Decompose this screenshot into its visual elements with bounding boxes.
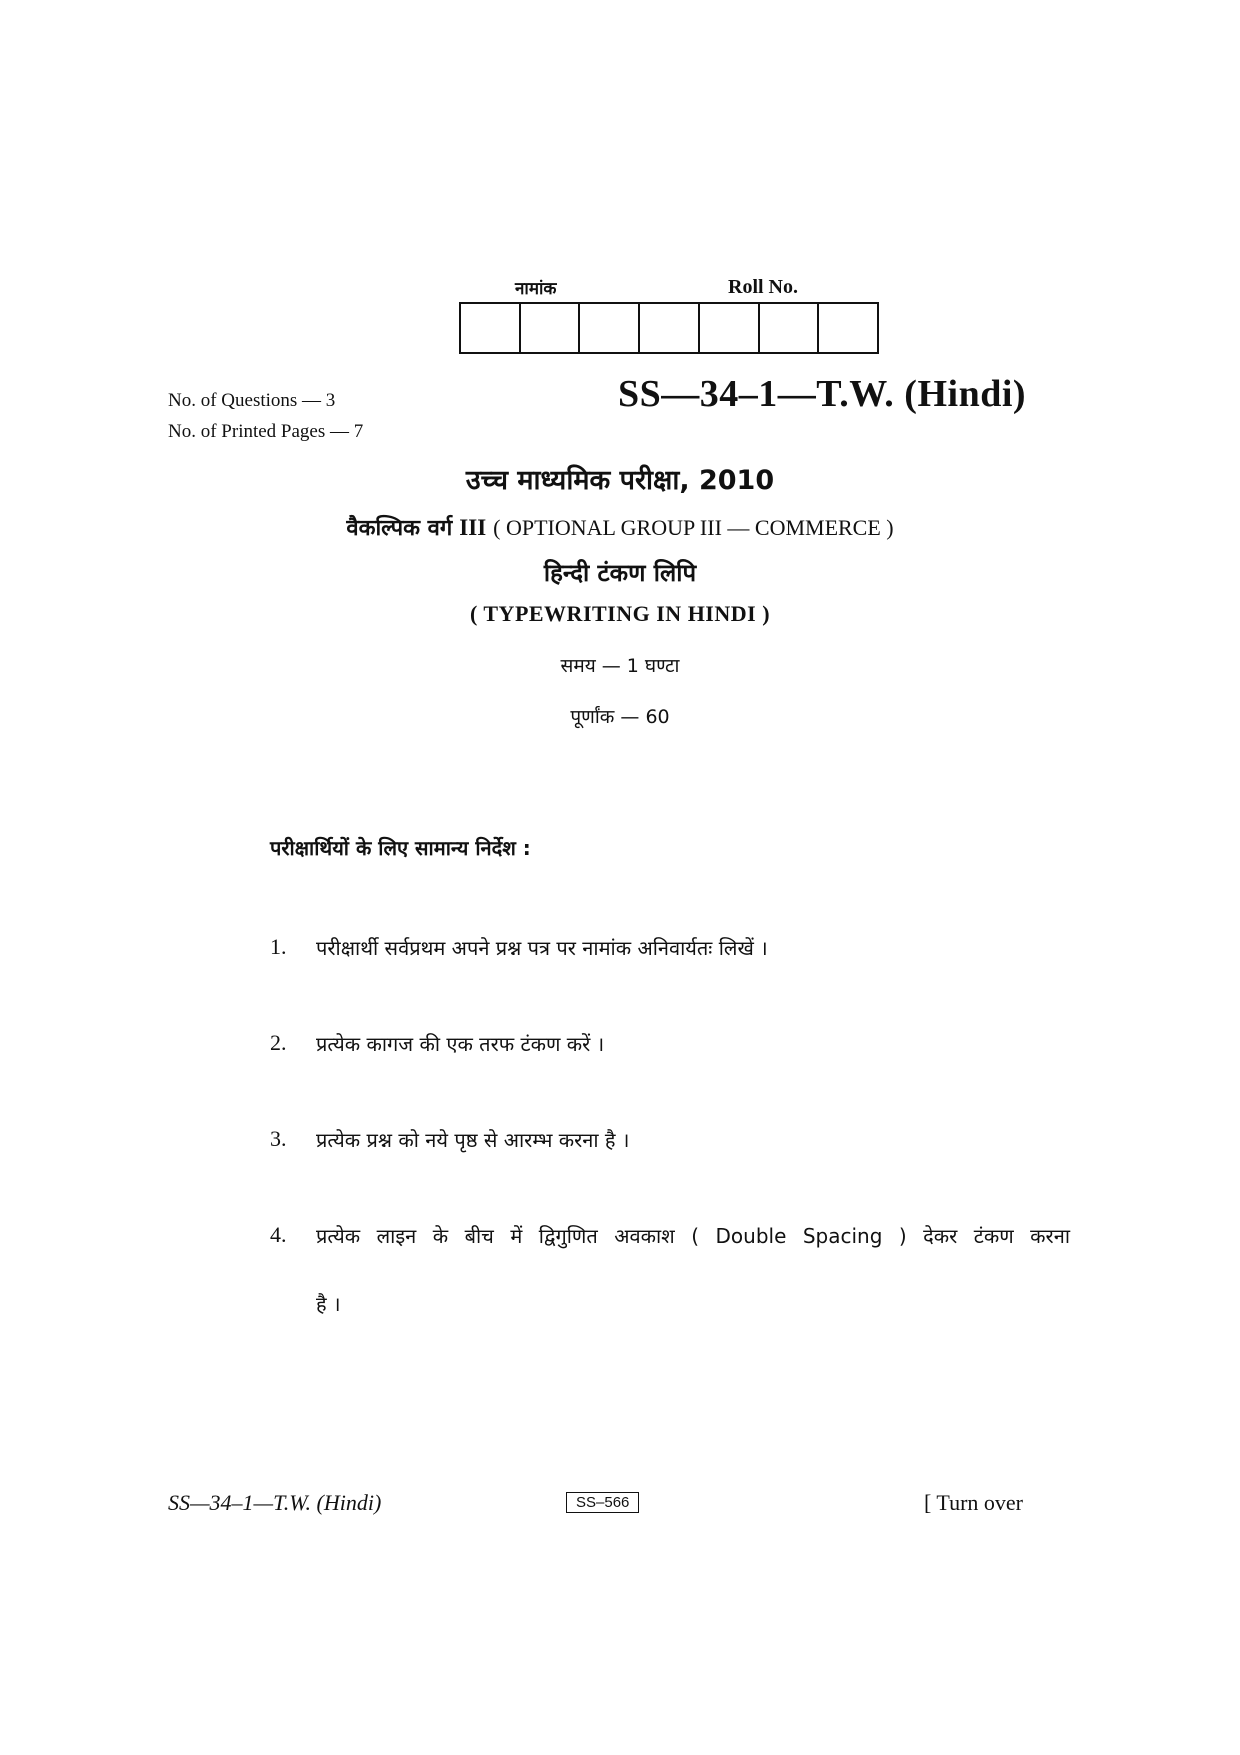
subject-title-english: ( TYPEWRITING IN HINDI ) bbox=[469, 601, 771, 626]
maximum-marks: पूर्णांक — 60 bbox=[570, 706, 670, 728]
group-label-english: ( OPTIONAL GROUP III — COMMERCE ) bbox=[493, 515, 894, 540]
instruction-number: 3. bbox=[270, 1126, 287, 1151]
instruction-continuation: है । bbox=[316, 1292, 341, 1316]
exam-title: उच्च माध्यमिक परीक्षा, 2010 bbox=[465, 465, 775, 496]
roll-digit-box[interactable] bbox=[640, 304, 700, 352]
instruction-text: प्रत्येक प्रश्न को नये पृष्ठ से आरम्भ करना है । bbox=[316, 1128, 630, 1152]
turn-over-note: [ Turn over bbox=[924, 1490, 1024, 1515]
roll-label-hindi: नामांक bbox=[515, 279, 557, 299]
instruction-item bbox=[270, 1030, 1070, 1057]
instructions-heading: परीक्षार्थियों के लिए सामान्य निर्देश : bbox=[270, 836, 531, 860]
roll-digit-box[interactable] bbox=[461, 304, 521, 352]
instruction-text: प्रत्येक कागज की एक तरफ टंकण करें । bbox=[316, 1032, 605, 1056]
number-of-questions: No. of Questions — 3 bbox=[168, 390, 336, 411]
number-of-printed-pages: No. of Printed Pages — 7 bbox=[168, 421, 364, 442]
instruction-item bbox=[270, 1222, 1070, 1249]
roll-digit-box[interactable] bbox=[521, 304, 581, 352]
instruction-number: 1. bbox=[270, 934, 287, 959]
instruction-item bbox=[270, 1126, 1070, 1153]
roll-number-boxes bbox=[459, 302, 879, 354]
optional-group-line bbox=[0, 512, 1240, 542]
roll-digit-box[interactable] bbox=[760, 304, 820, 352]
footer-series-code: SS–566 bbox=[566, 1492, 639, 1513]
footer-paper-code: SS—34–1—T.W. (Hindi) bbox=[168, 1490, 382, 1515]
instruction-item bbox=[270, 934, 1070, 961]
instruction-text: परीक्षार्थी सर्वप्रथम अपने प्रश्न पत्र पर नामांक अनिवार्यतः लिखें । bbox=[316, 936, 768, 960]
group-label-hindi: वैकल्पिक वर्ग bbox=[346, 516, 453, 541]
group-number: III bbox=[459, 515, 487, 540]
roll-digit-box[interactable] bbox=[819, 304, 877, 352]
instruction-number: 4. bbox=[270, 1222, 287, 1247]
roll-digit-box[interactable] bbox=[580, 304, 640, 352]
roll-digit-box[interactable] bbox=[700, 304, 760, 352]
subject-title-hindi: हिन्दी टंकण लिपि bbox=[543, 559, 697, 587]
instruction-number: 2. bbox=[270, 1030, 287, 1055]
roll-label-english: Roll No. bbox=[728, 276, 798, 298]
instruction-text: प्रत्येक लाइन के बीच में द्विगुणित अवकाश ( Double Spacing ) देकर टंकण करना bbox=[316, 1224, 1070, 1248]
paper-code: SS—34–1—T.W. (Hindi) bbox=[618, 373, 1027, 415]
exam-duration: समय — 1 घण्टा bbox=[560, 655, 680, 677]
